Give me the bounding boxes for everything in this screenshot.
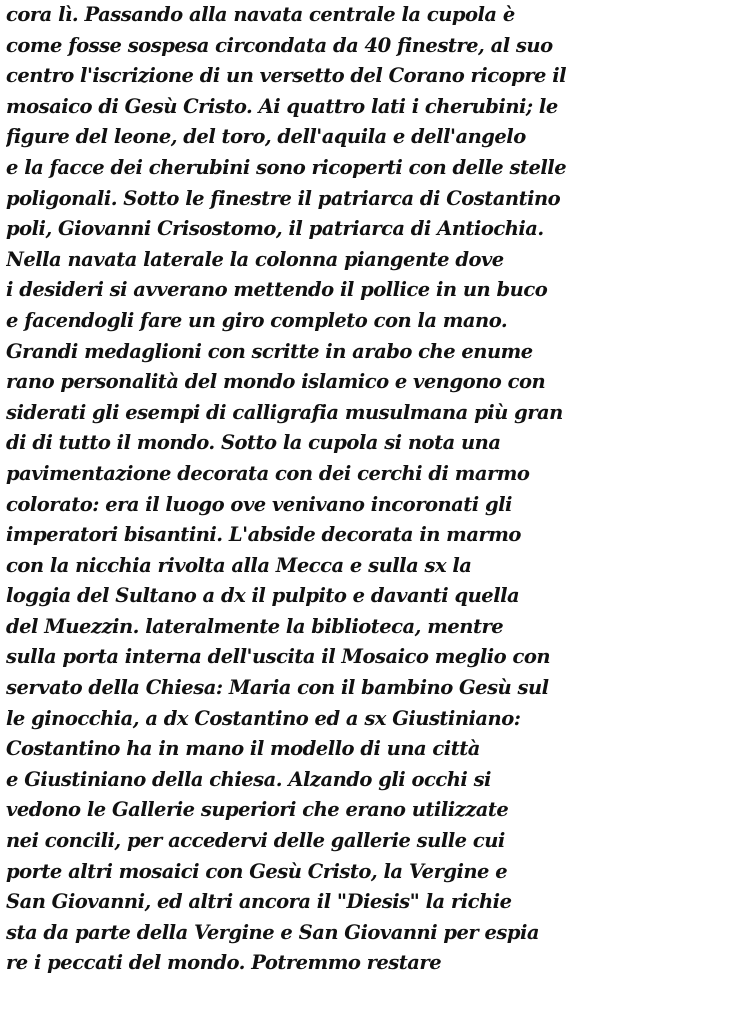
text-line: figure del leone, del toro, dell'aquila e dell'angelo [6,125,526,149]
text-line: nei concili, per accedervi delle gallerie sulle cui [6,829,505,853]
text-line: Nella navata laterale la colonna piangente dove [6,247,504,271]
text-line: poligonali. Sotto le finestre il patriarca di Costantino [6,186,561,210]
text-line: servato della Chiesa: Maria con il bambino Gesù sul [6,676,549,700]
text-line: Grandi medaglioni con scritte in arabo che enume [6,339,533,363]
text-line: sta da parte della Vergine e San Giovanni per espia [6,920,540,944]
text-line: imperatori bisantini. L'abside decorata in marmo [6,523,521,547]
text-line: loggia del Sultano a dx il pulpito e davanti quella [6,584,520,608]
text-line: e Giustiniano della chiesa. Alzando gli occhi si [6,767,491,791]
text-line: con la nicchia rivolta alla Mecca e sulla sx la [6,553,472,577]
text-line: e la facce dei cherubini sono ricoperti con delle stelle [6,155,567,179]
text-line: San Giovanni, ed altri ancora il "Diesis" la richie [6,890,512,914]
text-line: mosaico di Gesù Cristo. Ai quattro lati i cherubini; le [6,94,558,118]
text-line: e facendogli fare un giro completo con la mano. [6,308,508,332]
text-line: del Muezzin. lateralmente la biblioteca, mentre [6,614,504,638]
text-line: le ginocchia, a dx Costantino ed a sx Giustiniano: [6,706,521,730]
text-line: di di tutto il mondo. Sotto la cupola si nota una [6,431,501,455]
text-line: vedono le Gallerie superiori che erano utilizzate [6,798,509,822]
handwritten-text-block [6,0,728,979]
text-line: rano personalità del mondo islamico e vengono con [6,370,546,394]
text-line: cora lì. Passando alla navata centrale la cupola è [6,3,515,26]
text-line: come fosse sospesa circondata da 40 finestre, al suo [6,33,553,57]
text-line: i desideri si avverano mettendo il pollice in un buco [6,278,548,302]
text-line: porte altri mosaici con Gesù Cristo, la Vergine e [6,859,508,883]
text-line: poli, Giovanni Crisostomo, il patriarca di Antiochia. [6,217,544,241]
text-line: re i peccati del mondo. Potremmo restare [6,951,442,975]
text-line: centro l'iscrizione di un versetto del Corano ricopre il [6,64,567,88]
text-line: sulla porta interna dell'uscita il Mosaico meglio con [6,645,551,669]
text-line: Costantino ha in mano il modello di una città [6,737,480,761]
text-line: siderati gli esempi di calligrafia musulmana più gran [6,400,563,424]
text-line: pavimentazione decorata con dei cerchi di marmo [6,461,530,485]
text-line: colorato: era il luogo ove venivano incoronati gli [6,492,512,516]
